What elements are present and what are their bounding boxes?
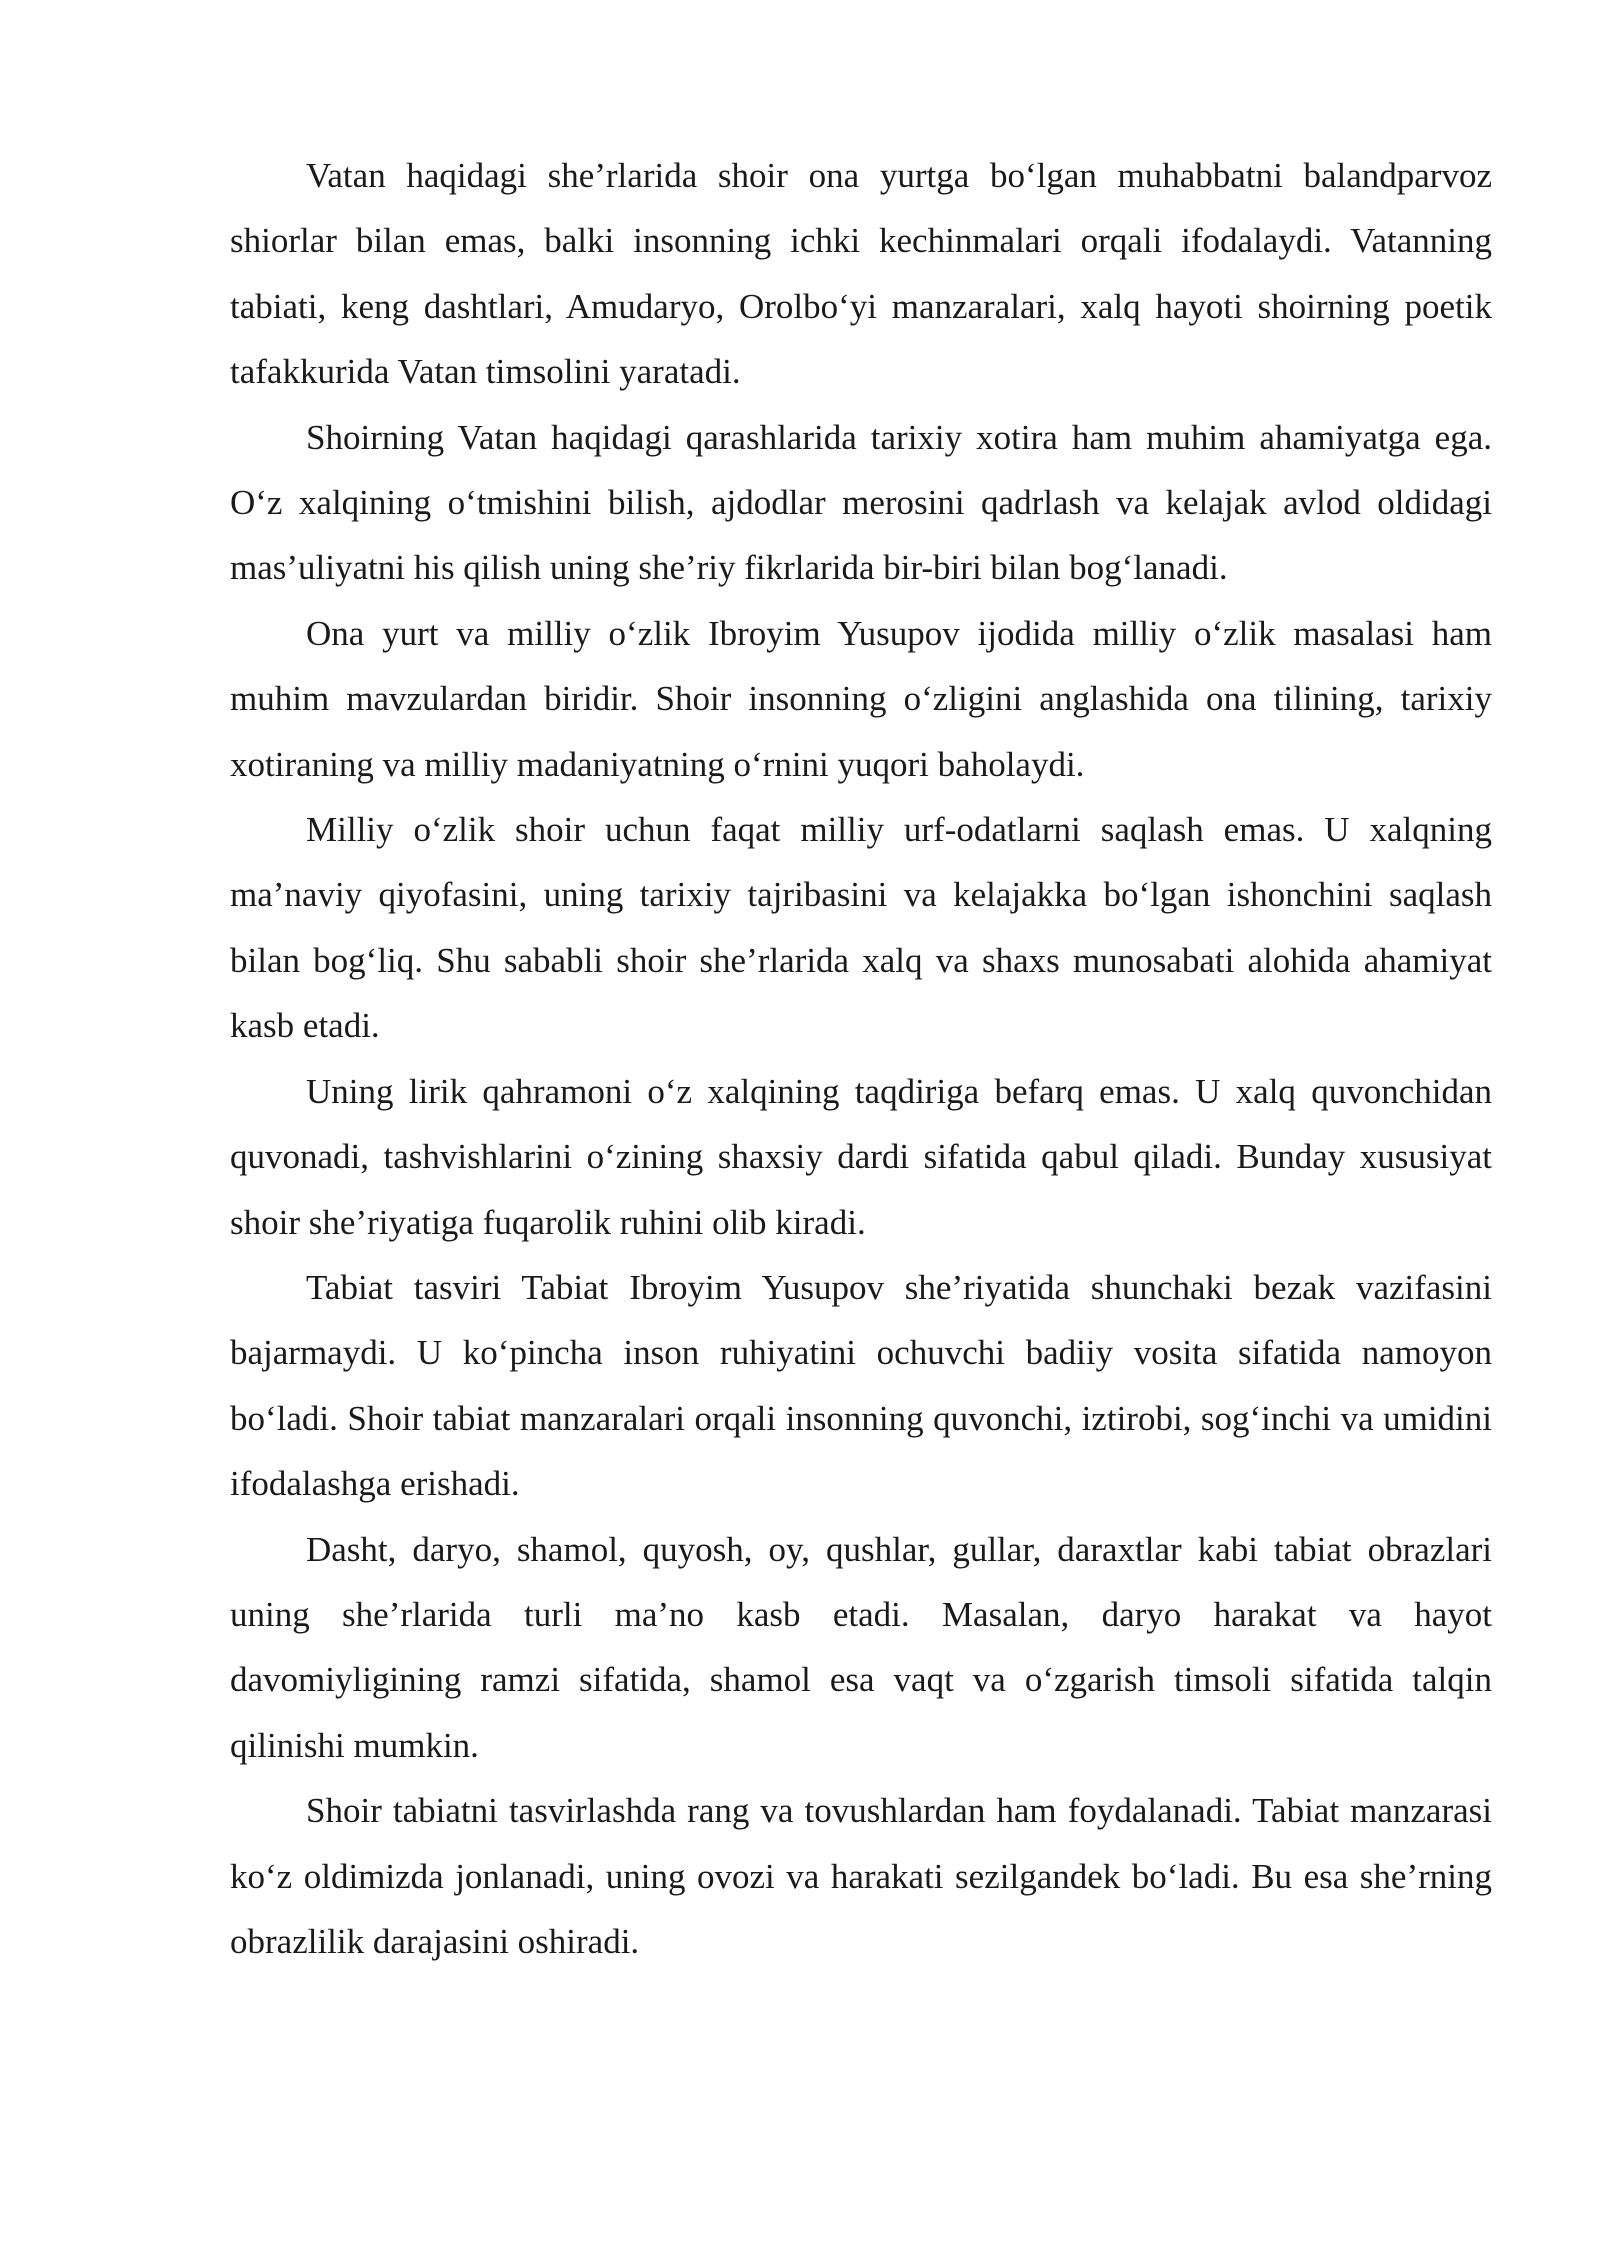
paragraph: Shoirning Vatan haqidagi qarashlarida tarixiy xotira ham muhim ahamiyatga ega. O‘z xalqining o‘tmishini bilish, ajdodlar merosini qadrlash va kelajak avlod oldidagi mas’uliyatni his qilish uning she’riy fikrlarida bir-biri bilan bog‘lanadi.	[230, 417, 1492, 588]
paragraph: Tabiat tasviri Tabiat Ibroyim Yusupov she’riyatida shunchaki bezak vazifasini bajarmaydi. U ko‘pincha inson ruhiyatini ochuvchi badiiy vosita sifatida namoyon bo‘ladi. Shoir tabiat manzaralari orqali insonning quvonchi, iztirobi, sog‘inchi va umidini ifodalashga erishadi.	[230, 1267, 1492, 1504]
paragraph: Milliy o‘zlik shoir uchun faqat milliy urf-odatlarni saqlash emas. U xalqning ma’naviy qiyofasini, uning tarixiy tajribasini va kelajakka bo‘lgan ishonchini saqlash bilan bog‘liq. Shu sababli shoir she’rlarida xalq va shaxs munosabati alohida ahamiyat kasb etadi.	[230, 810, 1492, 1046]
document-body	[230, 143, 1492, 1974]
paragraph: Vatan haqidagi she’rlarida shoir ona yurtga bo‘lgan muhabbatni balandparvoz shiorlar bilan emas, balki insonning ichki kechinmalari orqali ifodalaydi. Vatanning tabiati, keng dashtlari, Amudaryo, Orolbo‘yi manzaralari, xalq hayoti shoirning poetik tafakkurida Vatan timsolini yaratadi.	[230, 156, 1492, 392]
paragraph: Dasht, daryo, shamol, quyosh, oy, qushlar, gullar, daraxtlar kabi tabiat obrazlari uning she’rlarida turli ma’no kasb etadi. Masalan, daryo harakat va hayot davomiyligining ramzi sifatida, shamol esa vaqt va o‘zgarish timsoli sifatida talqin qilinishi mumkin.	[230, 1529, 1492, 1765]
paragraph: Shoir tabiatni tasvirlashda rang va tovushlardan ham foydalanadi. Tabiat manzarasi ko‘z oldimizda jonlanadi, uning ovozi va harakati sezilgandek bo‘ladi. Bu esa she’rning obrazlilik darajasini oshiradi.	[230, 1791, 1492, 1961]
paragraph: Ona yurt va milliy o‘zlik Ibroyim Yusupov ijodida milliy o‘zlik masalasi ham muhim mavzulardan biridir. Shoir insonning o‘zligini anglashida ona tilining, tarixiy xotiraning va milliy madaniyatning o‘rnini yuqori baholaydi.	[230, 613, 1492, 784]
paragraph: Uning lirik qahramoni o‘z xalqining taqdiriga befarq emas. U xalq quvonchidan quvonadi, tashvishlarini o‘zining shaxsiy dardi sifatida qabul qiladi. Bunday xususiyat shoir she’riyatiga fuqarolik ruhini olib kiradi.	[230, 1071, 1492, 1242]
